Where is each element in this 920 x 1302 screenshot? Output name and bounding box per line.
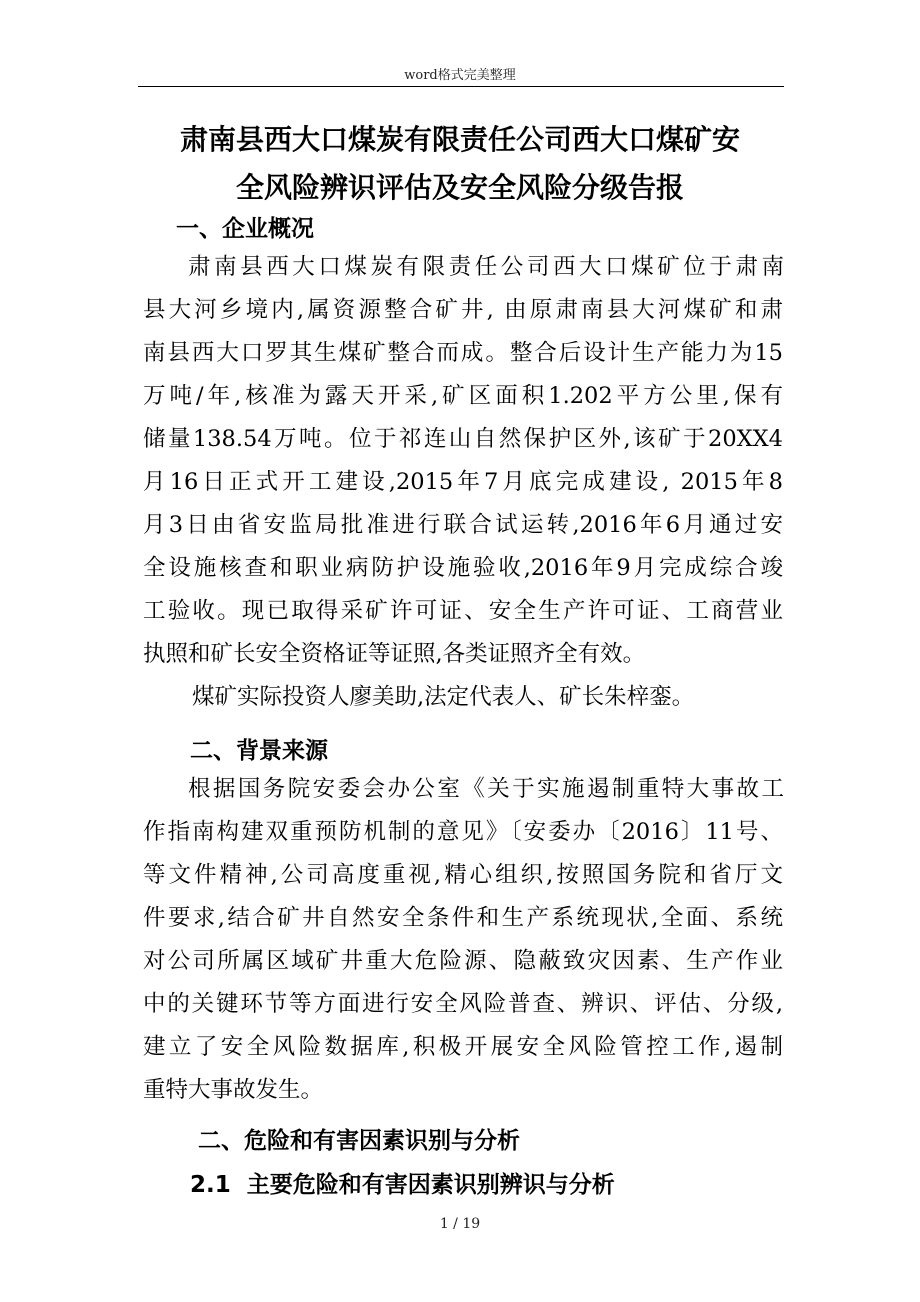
page-header: word格式完美整理 <box>404 68 516 83</box>
section-heading-hazard-analysis: 二、危险和有害因素识别与分析 <box>198 1128 520 1154</box>
paragraph-line: 等文件精神,公司高度重视,精心组织,按照国务院和省厅文 <box>143 862 783 888</box>
document-title-line-2: 全风险辨识评估及安全风险分级告报 <box>235 171 684 204</box>
paragraph-line: 储量138.54万吨。位于祁连山自然保护区外,该矿于20XX4 <box>143 426 783 452</box>
paragraph-line: 执照和矿长安全资格证等证照,各类证照齐全有效。 <box>143 641 646 667</box>
paragraph-line: 对公司所属区域矿井重大危险源、隐蔽致灾因素、生产作业 <box>143 948 783 974</box>
paragraph-line: 月16日正式开工建设,2015年7月底完成建设, 2015年8 <box>143 469 783 495</box>
paragraph-investor: 煤矿实际投资人廖美助,法定代表人、矿长朱梓銮。 <box>192 684 695 710</box>
section-heading-overview: 一、企业概况 <box>176 216 314 242</box>
paragraph-line: 全设施核查和职业病防护设施验收,2016年9月完成综合竣 <box>143 555 783 581</box>
paragraph-line: 重特大事故发生。 <box>143 1077 324 1103</box>
paragraph-line: 建立了安全风险数据库,积极开展安全风险管控工作,遏制 <box>143 1034 783 1060</box>
paragraph-line: 根据国务院安委会办公室《关于实施遏制重特大事故工 <box>188 776 784 802</box>
paragraph-line: 南县西大口罗其生煤矿整合而成。整合后设计生产能力为15 <box>143 340 783 366</box>
paragraph-line: 作指南构建双重预防机制的意见》〔安委办〔2016〕11号、 <box>143 819 783 845</box>
paragraph-line: 件要求,结合矿井自然安全条件和生产系统现状,全面、系统 <box>143 905 783 931</box>
paragraph-line: 中的关键环节等方面进行安全风险普查、辨识、评估、分级, <box>143 991 783 1017</box>
paragraph-line: 肃南县西大口煤炭有限责任公司西大口煤矿位于肃南 <box>188 254 784 280</box>
document-title-line-1: 肃南县西大口煤炭有限责任公司西大口煤矿安 <box>179 123 740 156</box>
section-heading-background: 二、背景来源 <box>190 738 328 764</box>
paragraph-line: 县大河乡境内,属资源整合矿井, 由原肃南县大河煤矿和肃 <box>143 297 783 323</box>
header-divider <box>138 86 784 87</box>
paragraph-line: 工验收。现已取得采矿许可证、安全生产许可证、工商营业 <box>143 598 783 624</box>
subsection-heading-2-1: 2.1 主要危险和有害因素识别辨识与分析 <box>190 1172 615 1198</box>
paragraph-line: 万吨/年,核准为露天开采,矿区面积1.202平方公里,保有 <box>143 383 783 409</box>
page-number: 1 / 19 <box>439 1216 481 1232</box>
paragraph-line: 月3日由省安监局批准进行联合试运转,2016年6月通过安 <box>143 512 783 538</box>
